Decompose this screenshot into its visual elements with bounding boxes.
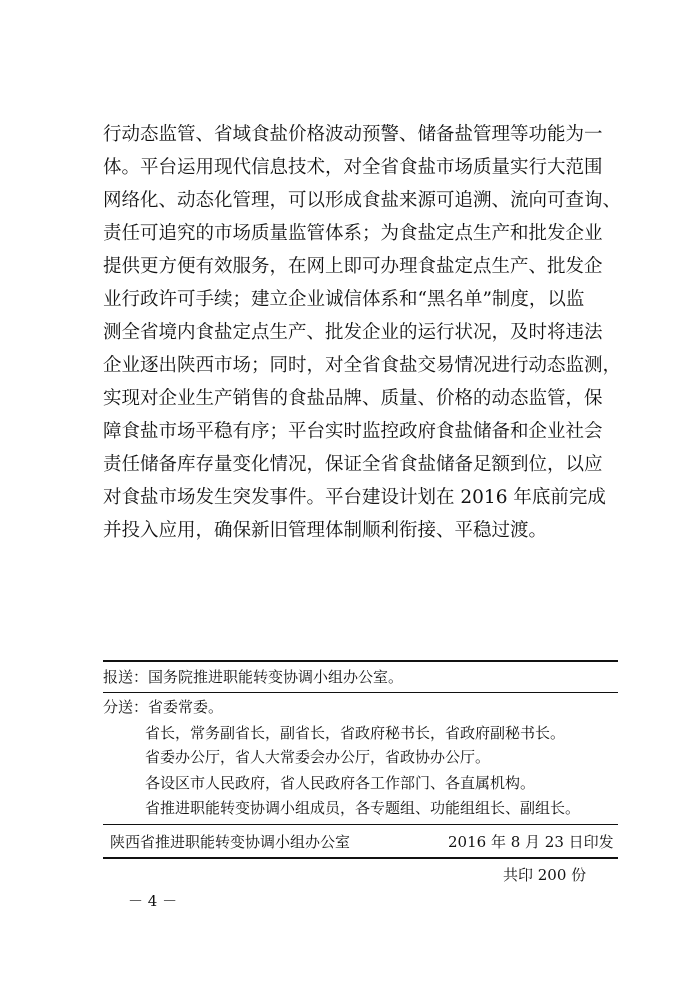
report-to-line: 报送：国务院推进职能转变协调小组办公室。 xyxy=(103,668,404,686)
body-line: 业行政许可手续；建立企业诚信体系和“黑名单”制度，以监 xyxy=(103,289,585,310)
issue-date: 2016 年 8 月 23 日印发 xyxy=(448,833,614,851)
body-line: 网络化、动态化管理，可以形成食盐来源可追溯、流向可查询、 xyxy=(103,190,622,211)
body-line: 并投入应用，确保新旧管理体制顺利衔接、平稳过渡。 xyxy=(103,520,548,541)
body-text xyxy=(103,118,622,547)
copy-to-line: 省长，常务副省长，副省长，省政府秘书长，省政府副秘书长。 xyxy=(145,724,566,742)
copy-to-line: 省推进职能转变协调小组成员，各专题组、功能组组长、副组长。 xyxy=(145,799,581,817)
body-line: 企业逐出陕西市场；同时，对全省食盐交易情况进行动态监测， xyxy=(103,355,622,376)
report-divider xyxy=(103,692,618,693)
print-copies: 共印 200 份 xyxy=(503,866,587,884)
body-line: 实现对企业生产销售的食盐品牌、质量、价格的动态监管，保 xyxy=(103,388,603,409)
body-line: 提供更方便有效服务，在网上即可办理食盐定点生产、批发企 xyxy=(103,256,603,277)
issuer-name: 陕西省推进职能转变协调小组办公室 xyxy=(110,833,351,851)
body-line: 障食盐市场平稳有序；平台实时监控政府食盐储备和企业社会 xyxy=(103,421,603,442)
body-line: 责任储备库存量变化情况，保证全省食盐储备足额到位，以应 xyxy=(103,454,603,475)
body-line: 测全省境内食盐定点生产、批发企业的运行状况，及时将违法 xyxy=(103,322,603,343)
copy-to-line: 各设区市人民政府，省人民政府各工作部门、各直属机构。 xyxy=(145,774,536,792)
body-line: 责任可追究的市场质量监管体系；为食盐定点生产和批发企业 xyxy=(103,223,603,244)
page-number: － 4 － xyxy=(128,892,178,910)
footer-top-rule xyxy=(103,824,618,825)
copy-to-label: 分送：省委常委。 xyxy=(103,698,224,716)
distribution-top-rule xyxy=(103,660,618,662)
body-line: 行动态监管、省域食盐价格波动预警、储备盐管理等功能为一 xyxy=(103,124,603,145)
copy-to-line: 省委办公厅，省人大常委会办公厅，省政协办公厅。 xyxy=(145,748,491,766)
footer-bottom-rule xyxy=(103,857,618,859)
body-line: 体。平台运用现代信息技术，对全省食盐市场质量实行大范围 xyxy=(103,157,603,178)
body-line: 对食盐市场发生突发事件。平台建设计划在 2016 年底前完成 xyxy=(103,487,606,508)
